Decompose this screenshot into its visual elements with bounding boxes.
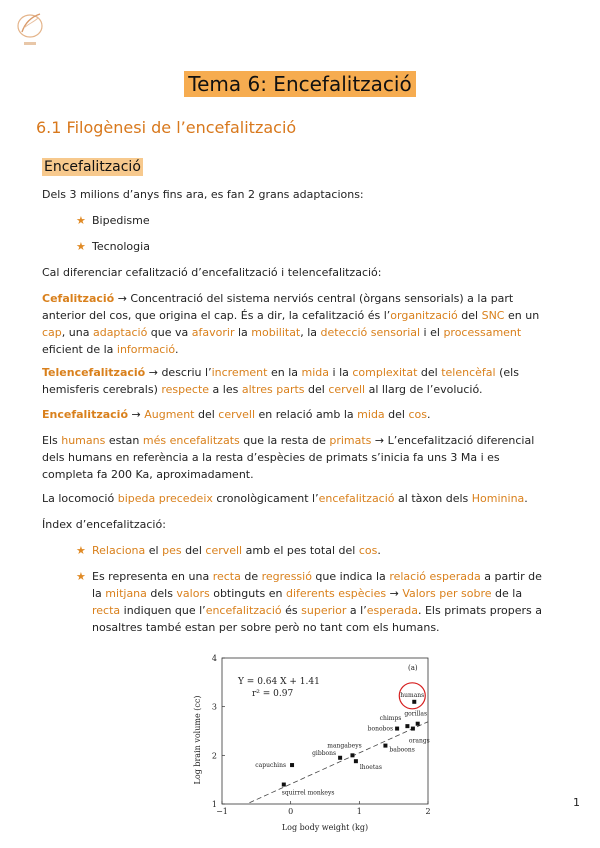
data-point — [383, 744, 387, 748]
data-point — [411, 727, 415, 731]
point-label: mangabeys — [327, 742, 362, 750]
page-number: 1 — [573, 796, 580, 809]
subsection-heading: Encefalització — [44, 159, 141, 175]
y-axis-label: Log brain volume (cc) — [193, 695, 202, 785]
star-bullet-icon: ★ — [76, 214, 86, 227]
data-point — [350, 753, 354, 757]
locomocio-paragraph: La locomoció bipeda precedeix cronològicament l’encefalització al tàxon dels Hominina. — [42, 492, 528, 505]
point-label: squirrel monkeys — [281, 789, 335, 797]
telencefalitzacio-paragraph: Telencefalització → descriu l’increment en la mida i la complexitat del telencèfal (els hemisferis cerebrals) respecte a les altres parts del cervell al llarg de l’evolució. — [42, 366, 519, 396]
data-point — [405, 724, 409, 728]
chart-equation: Y = 0.64 X + 1.41 — [238, 677, 320, 687]
point-label: lhoetas — [359, 764, 382, 772]
chart-r2: r² = 0.97 — [252, 689, 294, 699]
data-point — [290, 763, 294, 767]
humans-paragraph: Els humans estan més encefalitzats que la resta de primats → L’encefalització diferencial dels humans en referència a la resta d’espècies de primats s’inicia fa uns 3 Ma i es completa fa 200 Ka, aproximadament. — [42, 434, 535, 481]
cefalitzacio-paragraph: Cefalització → Concentració del sistema nerviós central (òrgans sensorials) a la part anterior del cos, que origina el cap. És a dir, la cefalització és l’organització del SNC en un cap, una adaptació que va afavorir la mobilitat, la detecció sensorial i el processament eficient de la informació. — [42, 292, 540, 356]
page-title: Tema 6: Encefalització — [0, 72, 600, 96]
intro-text: Dels 3 milions d’anys fins ara, es fan 2 grans adaptacions: — [42, 188, 364, 201]
logo-icon — [12, 10, 48, 50]
point-label: capuchins — [255, 762, 287, 770]
data-point — [282, 783, 286, 787]
y-tick-label: 4 — [211, 654, 217, 663]
x-tick-label: −1 — [216, 807, 228, 816]
y-tick-label: 1 — [211, 800, 217, 809]
list-item: ★ Es representa en una recta de regressió que indica la relació esperada a partir de la mitjana dels valors obtinguts en diferents espècies → Valors per sobre de la recta indiquen que l’encefalització és superior a l’esperada. Els primats propers a nosaltres també estan per sobre però no tant com els humans. — [76, 570, 543, 634]
x-tick-label: 0 — [288, 807, 294, 816]
point-label: gibbons — [312, 749, 337, 757]
differentiate-text: Cal diferenciar cefalització d’encefalització i telencefalització: — [42, 266, 382, 279]
star-bullet-icon: ★ — [76, 544, 86, 557]
data-point — [416, 722, 420, 726]
data-point — [395, 727, 399, 731]
x-axis-label: Log body weight (kg) — [281, 823, 369, 832]
chart-panel-label: (a) — [408, 664, 418, 672]
point-label: gorillas — [404, 710, 428, 718]
index-heading: Índex d’encefalització: — [42, 518, 166, 531]
star-bullet-icon: ★ — [76, 240, 86, 253]
point-label: orangs — [408, 737, 430, 745]
y-tick-label: 3 — [211, 702, 217, 712]
x-tick-label: 1 — [356, 807, 362, 816]
x-tick-label: 2 — [425, 807, 431, 816]
encefalitzacio-paragraph: Encefalització → Augment del cervell en relació amb la mida del cos. — [42, 408, 431, 421]
point-label: bonobos — [367, 725, 394, 733]
data-point — [354, 759, 358, 763]
list-item: ★ Tecnologia — [76, 240, 150, 253]
section-heading: 6.1 Filogènesi de l’encefalització — [36, 118, 297, 137]
point-label: humans — [400, 691, 425, 699]
data-point — [412, 700, 416, 704]
star-bullet-icon: ★ — [76, 570, 86, 583]
point-label: baboons — [389, 746, 415, 754]
list-item: ★ Bipedisme — [76, 214, 150, 227]
point-label: chimps — [379, 715, 402, 723]
list-item: ★ Relaciona el pes del cervell amb el pes total del cos. — [76, 544, 381, 557]
y-tick-label: 2 — [211, 751, 217, 761]
data-point — [338, 756, 342, 760]
encephalization-chart — [180, 648, 440, 838]
logo — [12, 10, 48, 50]
